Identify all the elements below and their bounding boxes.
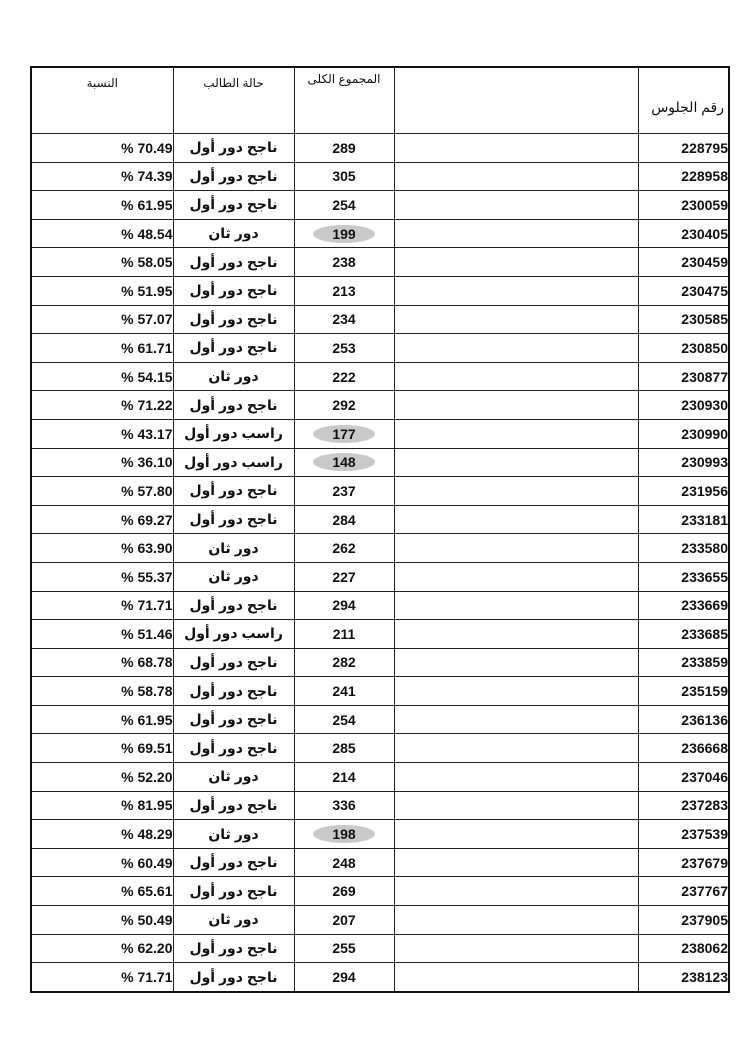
total-value: 207 (332, 911, 356, 928)
table-row (31, 677, 729, 706)
seat-number-cell: 237046 (638, 763, 729, 792)
header-blank (394, 67, 638, 134)
blank-cell (394, 248, 638, 277)
seat-number-cell: 230405 (638, 219, 729, 248)
status-cell: ناجح دور أول (173, 191, 294, 220)
blank-cell (394, 705, 638, 734)
seat-number-cell: 230993 (638, 448, 729, 477)
percentage-cell: % 50.49 (31, 906, 173, 935)
seat-number-cell: 236136 (638, 705, 729, 734)
table-row (31, 963, 729, 992)
results-table (30, 66, 730, 993)
total-value: 254 (332, 196, 356, 213)
header-seat-number: رقم الجلوس (638, 67, 729, 134)
blank-cell (394, 191, 638, 220)
table-row (31, 334, 729, 363)
blank-cell (394, 763, 638, 792)
percentage-cell: % 71.71 (31, 591, 173, 620)
total-cell (294, 620, 394, 649)
percentage-cell: % 69.51 (31, 734, 173, 763)
blank-cell (394, 276, 638, 305)
total-cell (294, 934, 394, 963)
total-cell (294, 448, 394, 477)
percentage-cell: % 61.95 (31, 705, 173, 734)
status-cell: ناجح دور أول (173, 677, 294, 706)
total-cell (294, 591, 394, 620)
total-cell (294, 477, 394, 506)
percentage-cell: % 57.07 (31, 305, 173, 334)
table-row (31, 505, 729, 534)
table-row (31, 705, 729, 734)
table-row (31, 648, 729, 677)
highlighted-total: 198 (313, 825, 375, 843)
header-percentage: النسبة (31, 67, 173, 134)
seat-number-cell: 236668 (638, 734, 729, 763)
seat-number-cell: 235159 (638, 677, 729, 706)
total-value: 214 (332, 768, 356, 785)
status-cell: ناجح دور أول (173, 505, 294, 534)
table-row (31, 906, 729, 935)
status-cell: ناجح دور أول (173, 391, 294, 420)
seat-number-cell: 233580 (638, 534, 729, 563)
total-cell (294, 219, 394, 248)
table-row (31, 763, 729, 792)
blank-cell (394, 134, 638, 163)
table-row (31, 305, 729, 334)
percentage-cell: % 69.27 (31, 505, 173, 534)
blank-cell (394, 391, 638, 420)
table-row (31, 562, 729, 591)
status-cell: ناجح دور أول (173, 648, 294, 677)
percentage-cell: % 58.78 (31, 677, 173, 706)
status-cell: ناجح دور أول (173, 848, 294, 877)
seat-number-cell: 233685 (638, 620, 729, 649)
table-row (31, 877, 729, 906)
total-value: 284 (332, 511, 356, 528)
status-cell: ناجح دور أول (173, 334, 294, 363)
highlighted-total: 148 (313, 453, 375, 471)
percentage-cell: % 52.20 (31, 763, 173, 792)
table-row (31, 534, 729, 563)
total-cell (294, 877, 394, 906)
total-value: 222 (332, 368, 356, 385)
total-value: 285 (332, 740, 356, 757)
total-value: 213 (332, 282, 356, 299)
blank-cell (394, 734, 638, 763)
status-cell: ناجح دور أول (173, 734, 294, 763)
table-row (31, 620, 729, 649)
total-value: 255 (332, 940, 356, 957)
total-value: 289 (332, 139, 356, 156)
status-cell: راسب دور أول (173, 448, 294, 477)
status-cell: ناجح دور أول (173, 248, 294, 277)
total-cell (294, 734, 394, 763)
status-cell: ناجح دور أول (173, 305, 294, 334)
status-cell: دور ثان (173, 562, 294, 591)
seat-number-cell: 231956 (638, 477, 729, 506)
highlighted-total: 177 (313, 425, 375, 443)
blank-cell (394, 362, 638, 391)
table-row (31, 448, 729, 477)
percentage-cell: % 43.17 (31, 419, 173, 448)
table-row (31, 362, 729, 391)
total-cell (294, 134, 394, 163)
total-cell (294, 648, 394, 677)
table-row (31, 134, 729, 163)
blank-cell (394, 934, 638, 963)
table-row (31, 219, 729, 248)
total-cell (294, 791, 394, 820)
percentage-cell: % 51.46 (31, 620, 173, 649)
percentage-cell: % 74.39 (31, 162, 173, 191)
total-value: 269 (332, 883, 356, 900)
status-cell: راسب دور أول (173, 419, 294, 448)
total-value: 248 (332, 854, 356, 871)
percentage-cell: % 71.22 (31, 391, 173, 420)
total-value: 227 (332, 568, 356, 585)
status-cell: ناجح دور أول (173, 705, 294, 734)
blank-cell (394, 791, 638, 820)
seat-number-cell: 230850 (638, 334, 729, 363)
table-row (31, 248, 729, 277)
blank-cell (394, 591, 638, 620)
total-cell (294, 705, 394, 734)
status-cell: دور ثان (173, 820, 294, 849)
blank-cell (394, 419, 638, 448)
blank-cell (394, 448, 638, 477)
total-value: 305 (332, 168, 356, 185)
status-cell: دور ثان (173, 219, 294, 248)
total-cell (294, 191, 394, 220)
seat-number-cell: 230059 (638, 191, 729, 220)
seat-number-cell: 237905 (638, 906, 729, 935)
status-cell: ناجح دور أول (173, 934, 294, 963)
table-row (31, 477, 729, 506)
total-cell (294, 276, 394, 305)
percentage-cell: % 63.90 (31, 534, 173, 563)
seat-number-cell: 238062 (638, 934, 729, 963)
seat-number-cell: 233669 (638, 591, 729, 620)
total-cell (294, 391, 394, 420)
percentage-cell: % 65.61 (31, 877, 173, 906)
seat-number-cell: 230585 (638, 305, 729, 334)
seat-number-cell: 228795 (638, 134, 729, 163)
seat-number-cell: 228958 (638, 162, 729, 191)
status-cell: دور ثان (173, 534, 294, 563)
seat-number-cell: 233655 (638, 562, 729, 591)
table-row (31, 419, 729, 448)
total-cell (294, 419, 394, 448)
seat-number-cell: 230459 (638, 248, 729, 277)
total-value: 253 (332, 339, 356, 356)
status-cell: دور ثان (173, 906, 294, 935)
percentage-cell: % 54.15 (31, 362, 173, 391)
results-body (31, 134, 729, 992)
percentage-cell: % 60.49 (31, 848, 173, 877)
seat-number-cell: 237539 (638, 820, 729, 849)
percentage-cell: % 81.95 (31, 791, 173, 820)
total-value: 292 (332, 397, 356, 414)
total-cell (294, 362, 394, 391)
total-cell (294, 906, 394, 935)
total-cell (294, 162, 394, 191)
status-cell: راسب دور أول (173, 620, 294, 649)
highlighted-total: 199 (313, 225, 375, 243)
seat-number-cell: 230877 (638, 362, 729, 391)
seat-number-cell: 237767 (638, 877, 729, 906)
blank-cell (394, 505, 638, 534)
total-value: 234 (332, 311, 356, 328)
percentage-cell: % 48.29 (31, 820, 173, 849)
total-value: 211 (332, 625, 356, 642)
blank-cell (394, 534, 638, 563)
percentage-cell: % 58.05 (31, 248, 173, 277)
blank-cell (394, 562, 638, 591)
table-row (31, 162, 729, 191)
blank-cell (394, 620, 638, 649)
total-cell (294, 248, 394, 277)
table-row (31, 934, 729, 963)
percentage-cell: % 70.49 (31, 134, 173, 163)
percentage-cell: % 51.95 (31, 276, 173, 305)
blank-cell (394, 305, 638, 334)
seat-number-cell: 238123 (638, 963, 729, 992)
seat-number-cell: 230930 (638, 391, 729, 420)
total-cell (294, 334, 394, 363)
status-cell: ناجح دور أول (173, 162, 294, 191)
percentage-cell: % 57.80 (31, 477, 173, 506)
status-cell: دور ثان (173, 362, 294, 391)
total-value: 262 (332, 540, 356, 557)
total-value: 254 (332, 711, 356, 728)
table-row (31, 734, 729, 763)
blank-cell (394, 334, 638, 363)
total-value: 241 (332, 683, 356, 700)
seat-number-cell: 233859 (638, 648, 729, 677)
percentage-cell: % 71.71 (31, 963, 173, 992)
total-cell (294, 677, 394, 706)
total-value: 294 (332, 597, 356, 614)
total-value: 237 (332, 482, 356, 499)
total-cell (294, 963, 394, 992)
header-status: حالة الطالب (173, 67, 294, 134)
status-cell: ناجح دور أول (173, 477, 294, 506)
percentage-cell: % 62.20 (31, 934, 173, 963)
total-cell (294, 534, 394, 563)
total-cell (294, 848, 394, 877)
table-row (31, 276, 729, 305)
total-value: 294 (332, 969, 356, 986)
total-cell (294, 820, 394, 849)
percentage-cell: % 68.78 (31, 648, 173, 677)
total-cell (294, 505, 394, 534)
percentage-cell: % 36.10 (31, 448, 173, 477)
status-cell: ناجح دور أول (173, 591, 294, 620)
table-row (31, 191, 729, 220)
seat-number-cell: 230990 (638, 419, 729, 448)
percentage-cell: % 48.54 (31, 219, 173, 248)
table-row (31, 791, 729, 820)
blank-cell (394, 848, 638, 877)
blank-cell (394, 906, 638, 935)
status-cell: ناجح دور أول (173, 276, 294, 305)
blank-cell (394, 648, 638, 677)
status-cell: ناجح دور أول (173, 134, 294, 163)
status-cell: دور ثان (173, 763, 294, 792)
header-row (31, 67, 729, 134)
blank-cell (394, 219, 638, 248)
percentage-cell: % 55.37 (31, 562, 173, 591)
blank-cell (394, 963, 638, 992)
seat-number-cell: 237283 (638, 791, 729, 820)
seat-number-cell: 230475 (638, 276, 729, 305)
blank-cell (394, 877, 638, 906)
status-cell: ناجح دور أول (173, 791, 294, 820)
seat-number-cell: 233181 (638, 505, 729, 534)
total-cell (294, 305, 394, 334)
total-cell (294, 763, 394, 792)
blank-cell (394, 820, 638, 849)
percentage-cell: % 61.95 (31, 191, 173, 220)
total-value: 238 (332, 254, 356, 271)
blank-cell (394, 162, 638, 191)
total-value: 336 (332, 797, 356, 814)
status-cell: ناجح دور أول (173, 963, 294, 992)
table-row (31, 391, 729, 420)
header-total: المجموع الكلى (294, 67, 394, 134)
table-row (31, 591, 729, 620)
percentage-cell: % 61.71 (31, 334, 173, 363)
blank-cell (394, 477, 638, 506)
total-value: 282 (332, 654, 356, 671)
total-cell (294, 562, 394, 591)
blank-cell (394, 677, 638, 706)
table-row (31, 820, 729, 849)
table-row (31, 848, 729, 877)
status-cell: ناجح دور أول (173, 877, 294, 906)
seat-number-cell: 237679 (638, 848, 729, 877)
